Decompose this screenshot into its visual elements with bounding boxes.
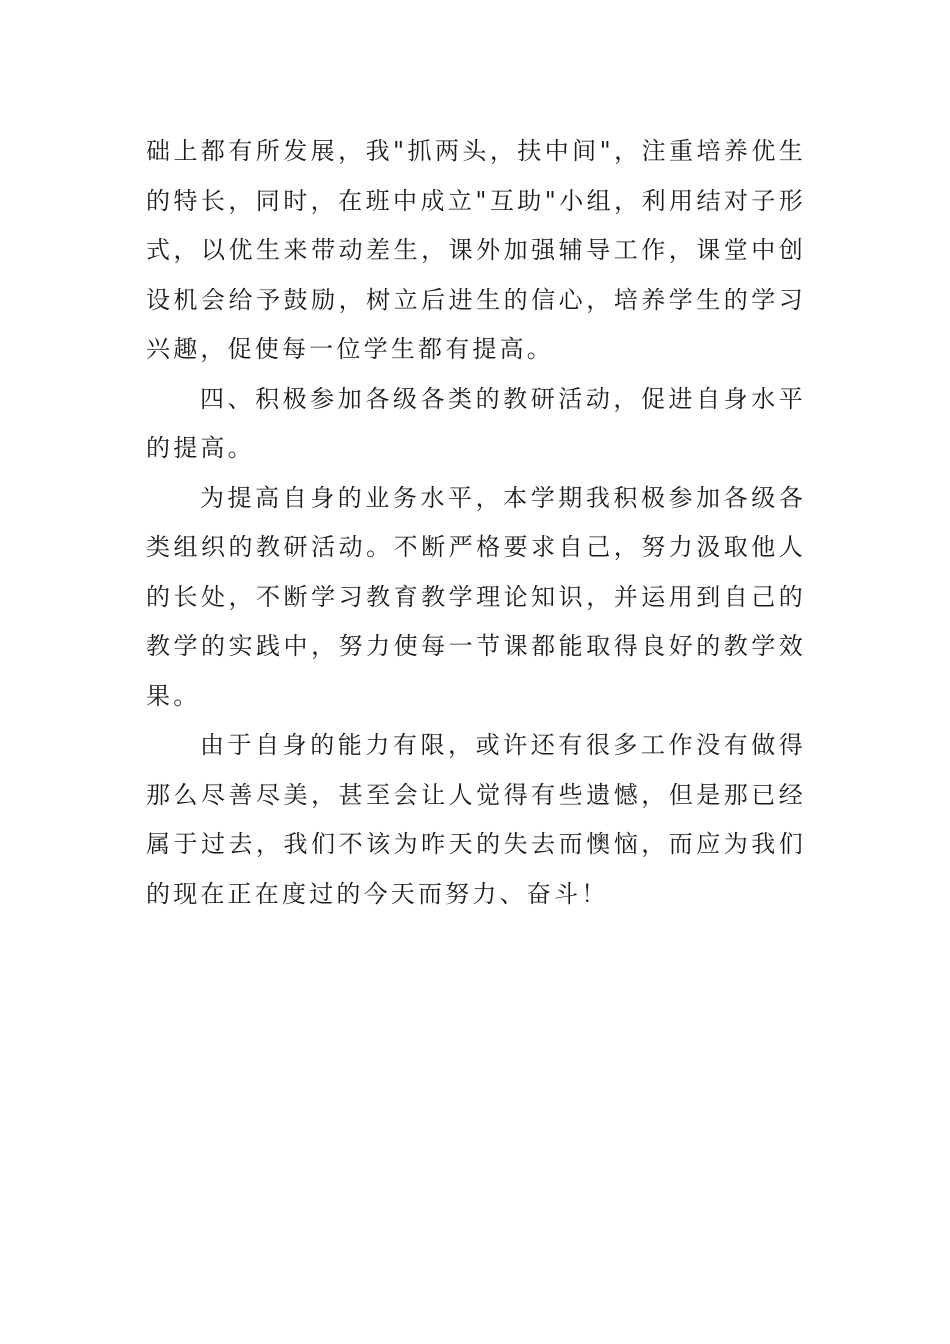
paragraph-continuation: 础上都有所发展，我"抓两头，扶中间"，注重培养优生的特长，同时，在班中成立"互助"小组，利用结对子形式，以优生来带动差生，课外加强辅导工作，课堂中创设机会给予鼓励，树立后进生的信心，培养学生的学习兴趣，促使每一位学生都有提高。 — [146, 137, 806, 363]
paragraph-conclusion: 由于自身的能力有限，或许还有很多工作没有做得那么尽善尽美，甚至会让人觉得有些遗憾，但是那已经属于过去，我们不该为昨天的失去而懊恼，而应为我们的现在正在度过的今天而努力、奋斗！ — [146, 731, 806, 908]
section-heading-four: 四、积极参加各级各类的教研活动，促进自身水平的提高。 — [146, 384, 806, 462]
document-body — [146, 127, 806, 919]
paragraph-professional-development: 为提高自身的业务水平，本学期我积极参加各级各类组织的教研活动。不断严格要求自己，努力汲取他人的长处，不断学习教育教学理论知识，并运用到自己的教学的实践中，努力使每一节课都能取得良好的教学效果。 — [146, 483, 806, 710]
